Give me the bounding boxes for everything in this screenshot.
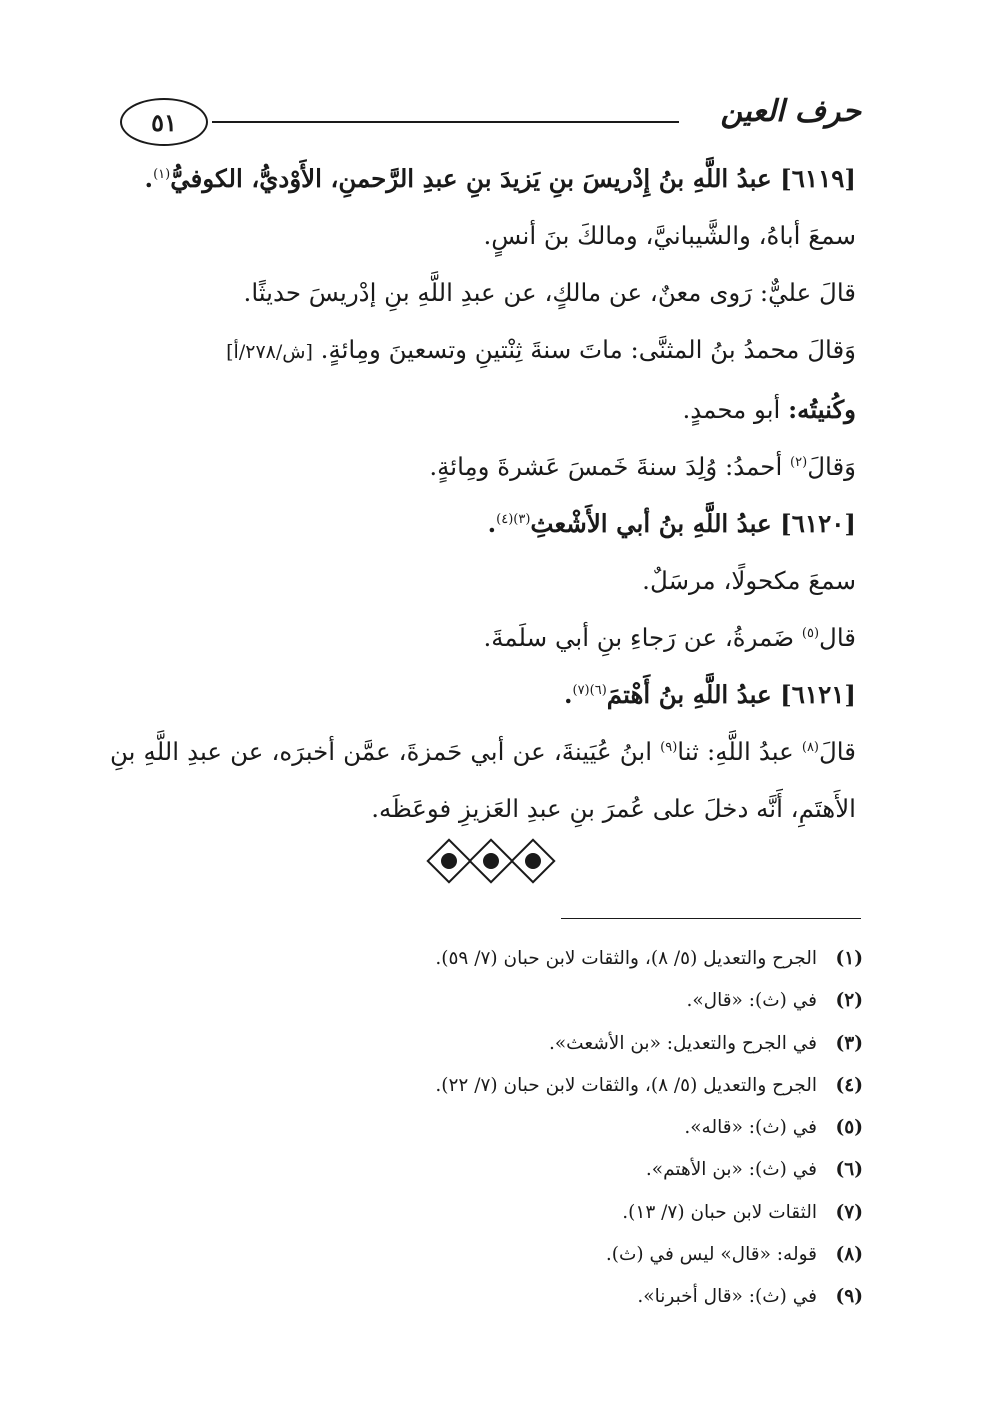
- footnote: [110, 1107, 863, 1149]
- footnote-number: (٤): [835, 1074, 863, 1096]
- entry-heading-6121: [110, 666, 856, 723]
- entry-line-text: ابنُ عُيَينةَ، عن أبي حَمزةَ، عمَّن أخبرَه، عن عبدِ اللَّهِ بنِ الأَهتَمِ، أَنَّه دخلَ على عُمرَ بنِ عبدِ العَزيزِ فوعَظَه.: [110, 737, 856, 823]
- footnote: [110, 1192, 863, 1234]
- entry-line: [110, 321, 856, 381]
- footnote-number: (٩): [835, 1286, 863, 1308]
- page-header: [120, 92, 861, 148]
- footnote-text: قوله: «قال» ليس في (ث).: [605, 1244, 817, 1266]
- section-ornament: [0, 845, 981, 877]
- rosette-icon: [426, 838, 471, 883]
- footnote-divider: [561, 918, 861, 919]
- entry-line: سمعَ مكحولًا، مرسَلٌ.: [642, 566, 856, 595]
- footnote-text: الجرح والتعديل (٥/ ٨)، والثقات لابن حبان (٧/ ٢٢).: [435, 1074, 817, 1096]
- footnote-ref: (٨): [801, 739, 819, 755]
- entry-line-text: وَقالَ: [807, 452, 856, 481]
- footnote-ref: (٩): [660, 739, 678, 755]
- entry-line-text: قالَ: [819, 737, 856, 766]
- punctuation: .: [487, 509, 497, 538]
- footnotes: [110, 938, 863, 1319]
- footnote: [110, 1234, 863, 1276]
- page-number: ٥١: [120, 98, 208, 146]
- entry-line-text: عبدُ اللَّهِ: ثنا: [677, 737, 794, 766]
- footnote-number: (٨): [835, 1244, 863, 1266]
- footnote-ref: (٥): [801, 625, 820, 641]
- manuscript-page-ref: [ش/٢٧٨/أ]: [226, 341, 313, 363]
- entry-line-text: أحمدُ: وُلِدَ سنةَ خَمسَ عَشرةَ ومِائةٍ.: [429, 452, 783, 481]
- entry-heading-6120: [110, 495, 856, 552]
- entry-line-text: وَقالَ محمدُ بنُ المثنَّى: ماتَ سنةَ ثِنْتينِ وتسعينَ ومِائةٍ.: [320, 335, 856, 364]
- footnote-text: في الجرح والتعديل: «بن الأشعث».: [548, 1032, 817, 1054]
- footnote-text: الجرح والتعديل (٥/ ٨)، والثقات لابن حبان (٧/ ٥٩).: [435, 948, 817, 969]
- rosette-icon: [510, 838, 555, 883]
- kunya-text: أبو محمدٍ.: [682, 395, 781, 424]
- footnote-ref: (١): [153, 166, 171, 182]
- footnote-ref: (٢): [790, 454, 808, 470]
- entry-line-text: ضَمرةُ، عن رَجاءِ بنِ أبي سلَمةَ.: [483, 623, 795, 652]
- footnote-number: (٣): [835, 1032, 863, 1054]
- footnote-text: في (ث): «بن الأهتم».: [645, 1159, 817, 1181]
- footnote: [110, 1276, 863, 1318]
- entry-line: [110, 609, 856, 666]
- footnote: [110, 1149, 863, 1191]
- footnote-number: (٧): [835, 1201, 863, 1223]
- footnote-text: الثقات لابن حبان (٧/ ١٣).: [622, 1201, 817, 1223]
- kunya-label: وكُنيتُه:: [788, 395, 856, 424]
- footnote-number: (١): [835, 948, 863, 969]
- footnote-ref: (٣)(٤): [496, 511, 531, 527]
- body-text: [110, 150, 856, 837]
- entry-heading-text: [٦١٢٠] عبدُ اللَّهِ بنُ أبي الأَشْعثِ: [530, 509, 856, 538]
- entry-heading-text: [٦١٢١] عبدُ اللَّهِ بنُ أَهْتمَ: [606, 680, 856, 709]
- entry-heading-6119: [110, 150, 856, 207]
- footnote-ref: (٦)(٧): [572, 682, 607, 698]
- footnote: [110, 938, 863, 980]
- footnote: [110, 980, 863, 1022]
- rosette-icon: [468, 838, 513, 883]
- footnote-text: في (ث): «قال».: [686, 990, 817, 1012]
- entry-line: سمعَ أباهُ، والشَّيبانيَّ، ومالكَ بنَ أنسٍ.: [483, 221, 856, 250]
- entry-line-text: قال: [819, 623, 856, 652]
- footnote-text: في (ث): «قال أخبرنا».: [637, 1286, 817, 1308]
- punctuation: .: [563, 680, 573, 709]
- entry-line: [110, 381, 856, 438]
- punctuation: .: [144, 164, 154, 193]
- footnote-text: في (ث): «قاله».: [684, 1117, 817, 1139]
- footnote: [110, 1065, 863, 1107]
- entry-heading-text: [٦١١٩] عبدُ اللَّهِ بنُ إِدْريسَ بنِ يَزيدَ بنِ عبدِ الرَّحمنِ، الأَوْديُّ، الكوفيُّ: [170, 164, 856, 193]
- footnote-number: (٢): [835, 990, 863, 1012]
- entry-line: [110, 438, 856, 495]
- entry-paragraph: [110, 723, 856, 837]
- header-title: حرف العين: [720, 94, 861, 129]
- footnote-number: (٦): [835, 1159, 863, 1181]
- footnote-number: (٥): [835, 1117, 863, 1139]
- footnote: [110, 1023, 863, 1065]
- header-rule: [212, 121, 679, 123]
- entry-line: قالَ عليٌّ: رَوى معنٌ، عن مالكٍ، عن عبدِ اللَّهِ بنِ إدْريسَ حديثًا.: [243, 278, 856, 307]
